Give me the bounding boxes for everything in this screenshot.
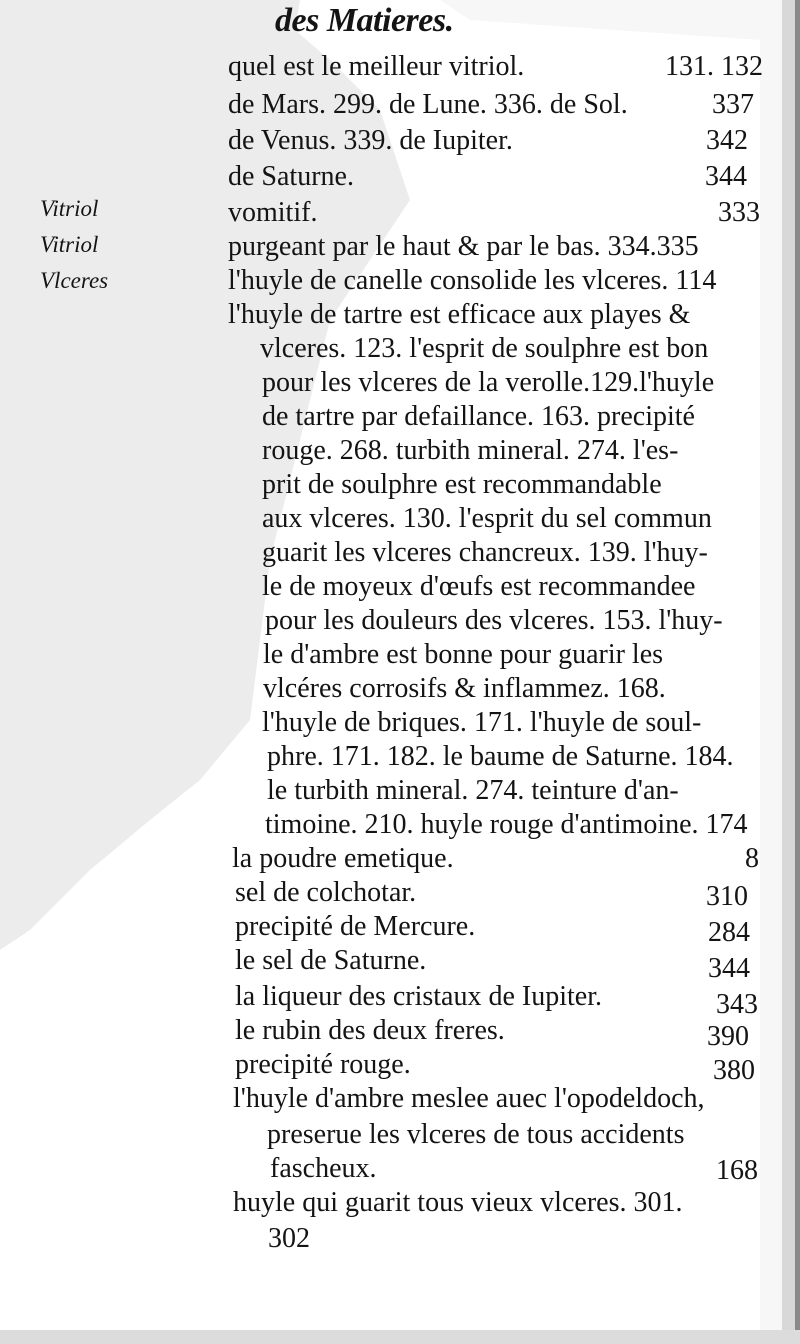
index-entry-text: 302	[268, 1223, 310, 1254]
index-entry-text: l'huyle de canelle consolide les vlceres. 114	[228, 265, 717, 296]
index-entry-text: de Venus. 339. de Iupiter.	[228, 125, 513, 156]
index-entry-text: de Saturne.	[228, 161, 354, 192]
index-entry-page: 284	[708, 917, 750, 948]
index-entry-text: le sel de Saturne.	[235, 945, 427, 976]
index-entry-text: aux vlceres. 130. l'esprit du sel commun	[262, 503, 712, 534]
index-entry-text: preserue les vlceres de tous accidents	[267, 1119, 685, 1150]
index-entry-text: vlcéres corrosifs & inflammez. 168.	[263, 673, 666, 704]
index-entry-page: 343	[716, 989, 758, 1020]
index-entry-page: 310	[706, 881, 748, 912]
index-entry-text: huyle qui guarit tous vieux vlceres. 301.	[233, 1187, 683, 1218]
index-entry-page: 390	[707, 1021, 749, 1052]
index-entry-text: le turbith mineral. 274. teinture d'an-	[267, 775, 679, 806]
index-entry-text: prit de soulphre est recommandable	[262, 469, 662, 500]
index-entry-text: pour les douleurs des vlceres. 153. l'huy-	[265, 605, 723, 636]
index-entry-text: le de moyeux d'œufs est recommandee	[262, 571, 696, 602]
index-entry-page: 342	[706, 125, 748, 156]
index-entry-text: le d'ambre est bonne pour guarir les	[263, 639, 664, 670]
index-entry-page: 333	[718, 197, 760, 228]
index-entry-text: precipité de Mercure.	[235, 911, 476, 942]
index-entry-page: 8	[745, 843, 759, 874]
index-entry-text: guarit les vlceres chancreux. 139. l'huy-	[262, 537, 708, 568]
margin-label-vitriol-2: Vitriol	[40, 232, 99, 257]
index-entry-text: phre. 171. 182. le baume de Saturne. 184.	[267, 741, 734, 772]
index-entry-text: de Mars. 299. de Lune. 336. de Sol.	[228, 89, 628, 120]
index-entry-text: l'huyle de briques. 171. l'huyle de soul-	[262, 707, 702, 738]
index-entry-page: 380	[713, 1055, 755, 1086]
margin-label-vitriol-1: Vitriol	[40, 196, 99, 221]
index-entry-text: purgeant par le haut & par le bas. 334.335	[228, 231, 699, 262]
index-entry-text: pour les vlceres de la verolle.129.l'huyle	[262, 367, 715, 398]
index-entry-text: fascheux.	[270, 1153, 377, 1184]
index-entry-text: l'huyle de tartre est efficace aux playes &	[228, 299, 691, 330]
index-entry-text: sel de colchotar.	[235, 877, 417, 908]
margin-label-vlceres: Vlceres	[40, 268, 109, 293]
index-entry-text: l'huyle d'ambre meslee auec l'opodeldoch,	[233, 1083, 705, 1114]
index-entry-page: 344	[708, 953, 750, 984]
index-entry-text: vomitif.	[228, 197, 318, 228]
index-entry-page: 337	[712, 89, 754, 120]
index-entry-text: precipité rouge.	[235, 1049, 411, 1080]
index-entry-text: vlceres. 123. l'esprit de soulphre est bon	[260, 333, 709, 364]
index-entry-page: 168	[716, 1155, 758, 1186]
index-entry-text: le rubin des deux freres.	[235, 1015, 505, 1046]
index-entry-text: de tartre par defaillance. 163. precipité	[262, 401, 695, 432]
page-header: des Matieres.	[275, 2, 454, 39]
index-entry-text: rouge. 268. turbith mineral. 274. l'es-	[262, 435, 679, 466]
index-entry-page: 344	[705, 161, 747, 192]
index-entry-text: la liqueur des cristaux de Iupiter.	[235, 981, 602, 1012]
index-entry-text: la poudre emetique.	[232, 843, 454, 874]
index-entry-text: quel est le meilleur vitriol.	[228, 51, 525, 82]
index-entry-text: timoine. 210. huyle rouge d'antimoine. 174	[265, 809, 748, 840]
index-entry-page: 131. 132	[665, 51, 763, 82]
